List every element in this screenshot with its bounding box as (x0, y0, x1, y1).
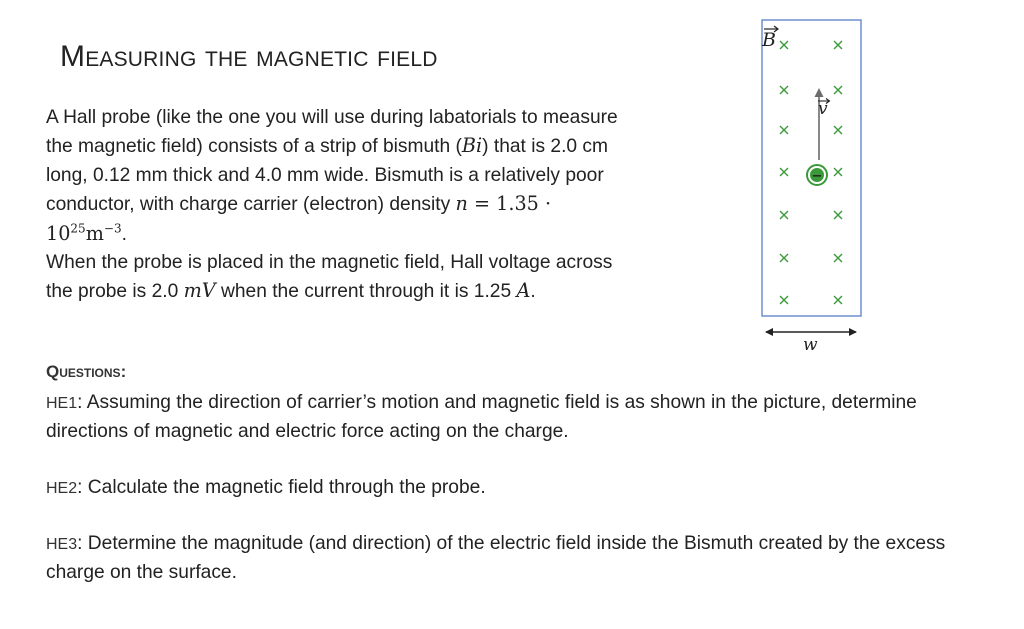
text: A Hall probe (like the one you will use during labatorials to measure (46, 107, 618, 128)
bismuth-symbol: Bi (461, 134, 483, 158)
charge-sign: − (811, 169, 823, 184)
text: = 1.35 · (467, 192, 552, 216)
text: the probe is 2.0 (46, 281, 184, 303)
text: When the probe is placed in the magnetic field, Hall voltage across (46, 252, 613, 274)
question-text: : Determine the magnitude (and direction) of the electric field inside the Bismuth created by the excess charge on the surface. (46, 533, 946, 584)
text: . (121, 223, 127, 245)
question-label: HE3 (46, 536, 78, 553)
questions-heading: Questions: (46, 362, 127, 381)
density-base: 10 (46, 221, 71, 245)
b-field-label: B (762, 29, 776, 51)
width-label: w (803, 335, 818, 355)
text: ) that is 2.0 cm (482, 136, 608, 158)
density-exponent: 25 (70, 221, 86, 236)
density-symbol: n (455, 192, 468, 216)
voltage-unit: mV (183, 279, 216, 303)
page-title: Measuring the magnetic field (60, 40, 438, 73)
question-text: : Assuming the direction of carrier’s motion and magnetic field is as shown in the picture, determine directions of magnetic and electric force acting on the charge. (46, 392, 917, 443)
text: when the current through it is 1.25 (215, 281, 517, 303)
question-label: HE1 (46, 395, 78, 412)
text: . (530, 281, 536, 303)
density-unit: m (85, 221, 104, 245)
text: long, 0.12 mm thick and 4.0 mm wide. Bismuth is a relatively poor (46, 164, 604, 186)
question-text: : Calculate the magnetic field through the probe. (77, 477, 486, 498)
text: conductor, with charge carrier (electron) density (46, 194, 456, 216)
question-label: HE2 (46, 480, 78, 497)
density-unit-exponent: −3 (103, 221, 122, 236)
current-unit: A (516, 279, 531, 303)
text: the magnetic field) consists of a strip of bismuth ( (46, 136, 462, 158)
velocity-label: v (818, 99, 828, 119)
